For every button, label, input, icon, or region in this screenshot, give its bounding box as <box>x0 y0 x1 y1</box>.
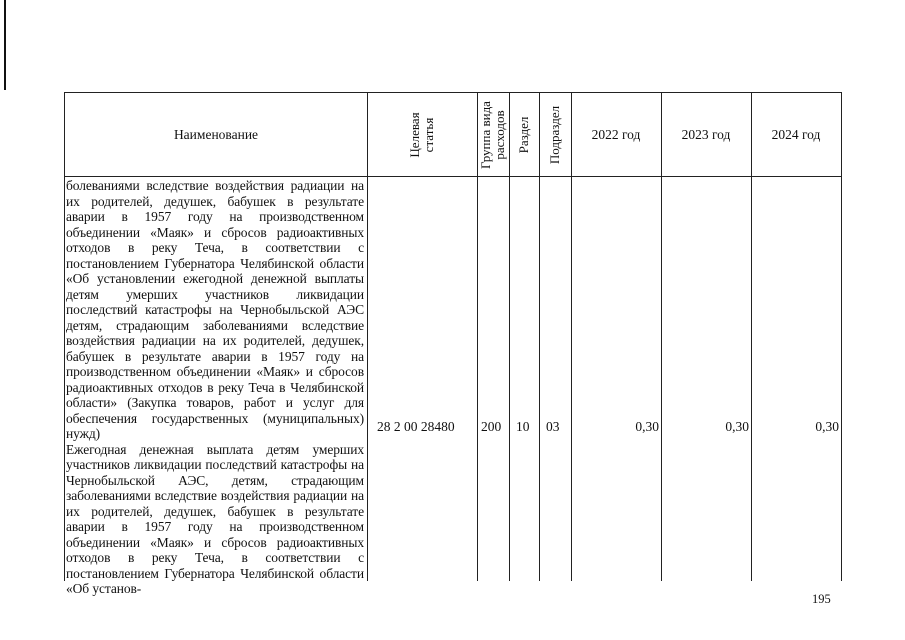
header-divider <box>65 176 841 177</box>
row-year-2023: 0,30 <box>725 419 749 434</box>
binding-edge-line <box>4 0 6 90</box>
row-text-part1: болеваниями вследствие воздействия радиации на их родителей, дедушек, бабушек в результате аварии в 1957 году на производственном объединении «Маяк» и сбросов радиоактивных отходов в реку Теча, в соответствии с постановлением Губернатора Челябинской области «Об установлении ежегодной денежной выплаты детям умерших участников ликвидации последствий катастрофы на Чернобыльской АЭС детям, страдающим заболеваниями вследствие воздействия радиации на их родителей, дедушек, бабушек в результате аварии в 1957 году на производственном объединении «Маяк» и сбросов радиоактивных отходов в реку Теча в Челябинской области» (Закупка товаров, работ и услуг для обеспечения государственных (муниципальных) нужд) <box>66 178 364 441</box>
row-year-2024: 0,30 <box>815 419 839 434</box>
header-subsection-label: Подраздел <box>547 105 562 164</box>
header-year-2023: 2023 год <box>681 126 731 142</box>
row-expense-group: 200 <box>481 419 502 434</box>
page-number: 195 <box>812 592 831 606</box>
row-subsection: 03 <box>546 419 560 434</box>
budget-table <box>64 92 842 596</box>
row-year-2022: 0,30 <box>635 419 659 434</box>
header-target-item <box>367 93 477 176</box>
header-section-label: Раздел <box>516 116 531 153</box>
header-expense-group <box>477 93 509 176</box>
header-target-item-label: Целевая статья <box>407 111 436 158</box>
header-expense-group-label: Группа вида расходов <box>478 100 507 169</box>
row-name-cell <box>66 178 364 597</box>
row-text-part2: Ежегодная денежная выплата детям умерших участников ликвидации последствий катастрофы на Чернобыльской АЭС, детям, страдающим заболеваниями вследствие воздействия радиации на их родителей, дедушек, бабушек в результате аварии в 1957 году на производственном объединении «Маяк» и сбросов радиоактивных отходов в реку Теча, в соответствии с постановлением Губернатора Челябинской области «Об установ- <box>66 441 364 596</box>
header-name: Наименование <box>173 126 259 142</box>
header-year-2022: 2022 год <box>591 126 641 142</box>
header-year-2024: 2024 год <box>771 126 821 142</box>
row-section: 10 <box>516 419 530 434</box>
header-section <box>509 93 539 176</box>
row-target-item: 28 2 00 28480 <box>377 419 455 434</box>
header-subsection <box>539 93 571 176</box>
